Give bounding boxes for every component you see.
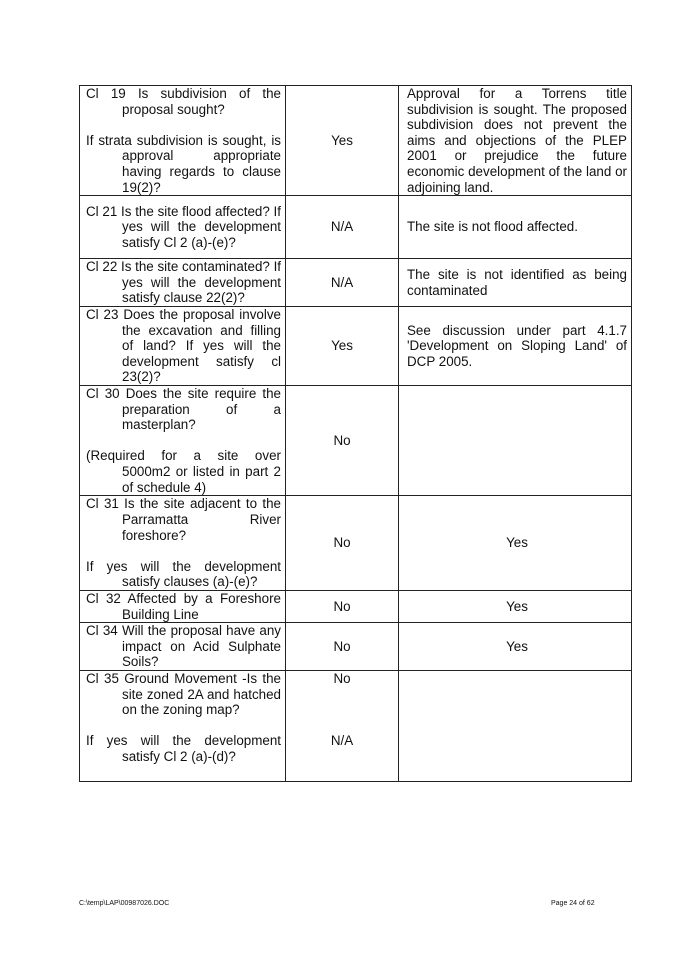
question-text: Cl 30 Does the site require the preparation of a masterplan? xyxy=(86,385,281,433)
comment-cell: Yes xyxy=(399,496,632,591)
table-row xyxy=(80,385,632,495)
question-cell xyxy=(80,591,286,623)
comment-cell: Yes xyxy=(399,591,632,623)
answer-subtext: N/A xyxy=(330,732,354,748)
table-row xyxy=(80,671,632,782)
comment-cell: See discussion under part 4.1.7 'Development on Sloping Land' of DCP 2005. xyxy=(399,306,632,385)
comment-cell: Yes xyxy=(399,623,632,671)
table-row xyxy=(80,306,632,385)
table-row xyxy=(80,623,632,671)
question-subtext: If yes will the development satisfy clauses (a)-(e)? xyxy=(86,558,281,590)
question-text: Cl 23 Does the proposal involve the excavation and filling of land? If yes will the development satisfy cl 23(2)? xyxy=(86,306,281,385)
question-text: Cl 21 Is the site flood affected? If yes will the development satisfy Cl 2 (a)-(e)? xyxy=(86,203,281,250)
footer-file-path: C:\temp\LAP\00987026.DOC xyxy=(79,900,170,907)
table-row xyxy=(80,259,632,307)
answer-cell: Yes xyxy=(286,86,399,196)
question-cell xyxy=(80,306,286,385)
question-text: Cl 35 Ground Movement -Is the site zoned 2A and hatched on the zoning map? xyxy=(86,671,281,718)
answer-cell: No xyxy=(286,591,399,623)
table-row xyxy=(80,591,632,623)
comment-cell xyxy=(399,385,632,495)
comment-cell xyxy=(399,671,632,782)
question-cell xyxy=(80,259,286,307)
question-cell xyxy=(80,86,286,196)
question-cell xyxy=(80,385,286,495)
question-text: Cl 22 Is the site contaminated? If yes will the development satisfy clause 22(2)? xyxy=(86,259,282,306)
question-subtext: (Required for a site over 5000m2 or listed in part 2 of schedule 4) xyxy=(86,448,281,495)
footer-page-number: Page 24 of 62 xyxy=(551,900,595,907)
question-cell xyxy=(80,623,286,671)
answer-cell: No xyxy=(286,385,399,495)
question-cell xyxy=(80,496,286,591)
comment-cell: Approval for a Torrens title subdivision is sought. The proposed subdivision does not prevent the aims and objections of the PLEP 2001 or prejudice the future economic development of the land or adjoining land. xyxy=(399,86,632,196)
comment-cell: The site is not identified as being contaminated xyxy=(399,259,632,307)
question-subtext: If strata subdivision is sought, is approval appropriate having regards to clause 19(2)? xyxy=(86,132,281,195)
question-text: Cl 32 Affected by a Foreshore Building Line xyxy=(86,591,281,622)
answer-cell: No xyxy=(286,623,399,671)
answer-cell: N/A xyxy=(286,259,399,307)
answer-text: No xyxy=(333,671,351,687)
question-text: Cl 34 Will the proposal have any impact on Acid Sulphate Soils? xyxy=(86,623,281,670)
question-cell xyxy=(80,671,286,782)
table-row xyxy=(80,196,632,259)
answer-cell: Yes xyxy=(286,306,399,385)
compliance-table xyxy=(79,85,632,782)
question-subtext: If yes will the development satisfy Cl 2 (a)-(d)? xyxy=(86,733,281,765)
question-text: Cl 31 Is the site adjacent to the Parramatta River foreshore? xyxy=(86,496,281,543)
question-cell xyxy=(80,196,286,259)
answer-cell xyxy=(286,671,399,782)
question-text: Cl 19 Is subdivision of the proposal sought? xyxy=(86,86,281,117)
comment-cell: The site is not flood affected. xyxy=(399,196,632,259)
answer-cell: No xyxy=(286,496,399,591)
table-row xyxy=(80,496,632,591)
table-row xyxy=(80,86,632,196)
answer-cell: N/A xyxy=(286,196,399,259)
